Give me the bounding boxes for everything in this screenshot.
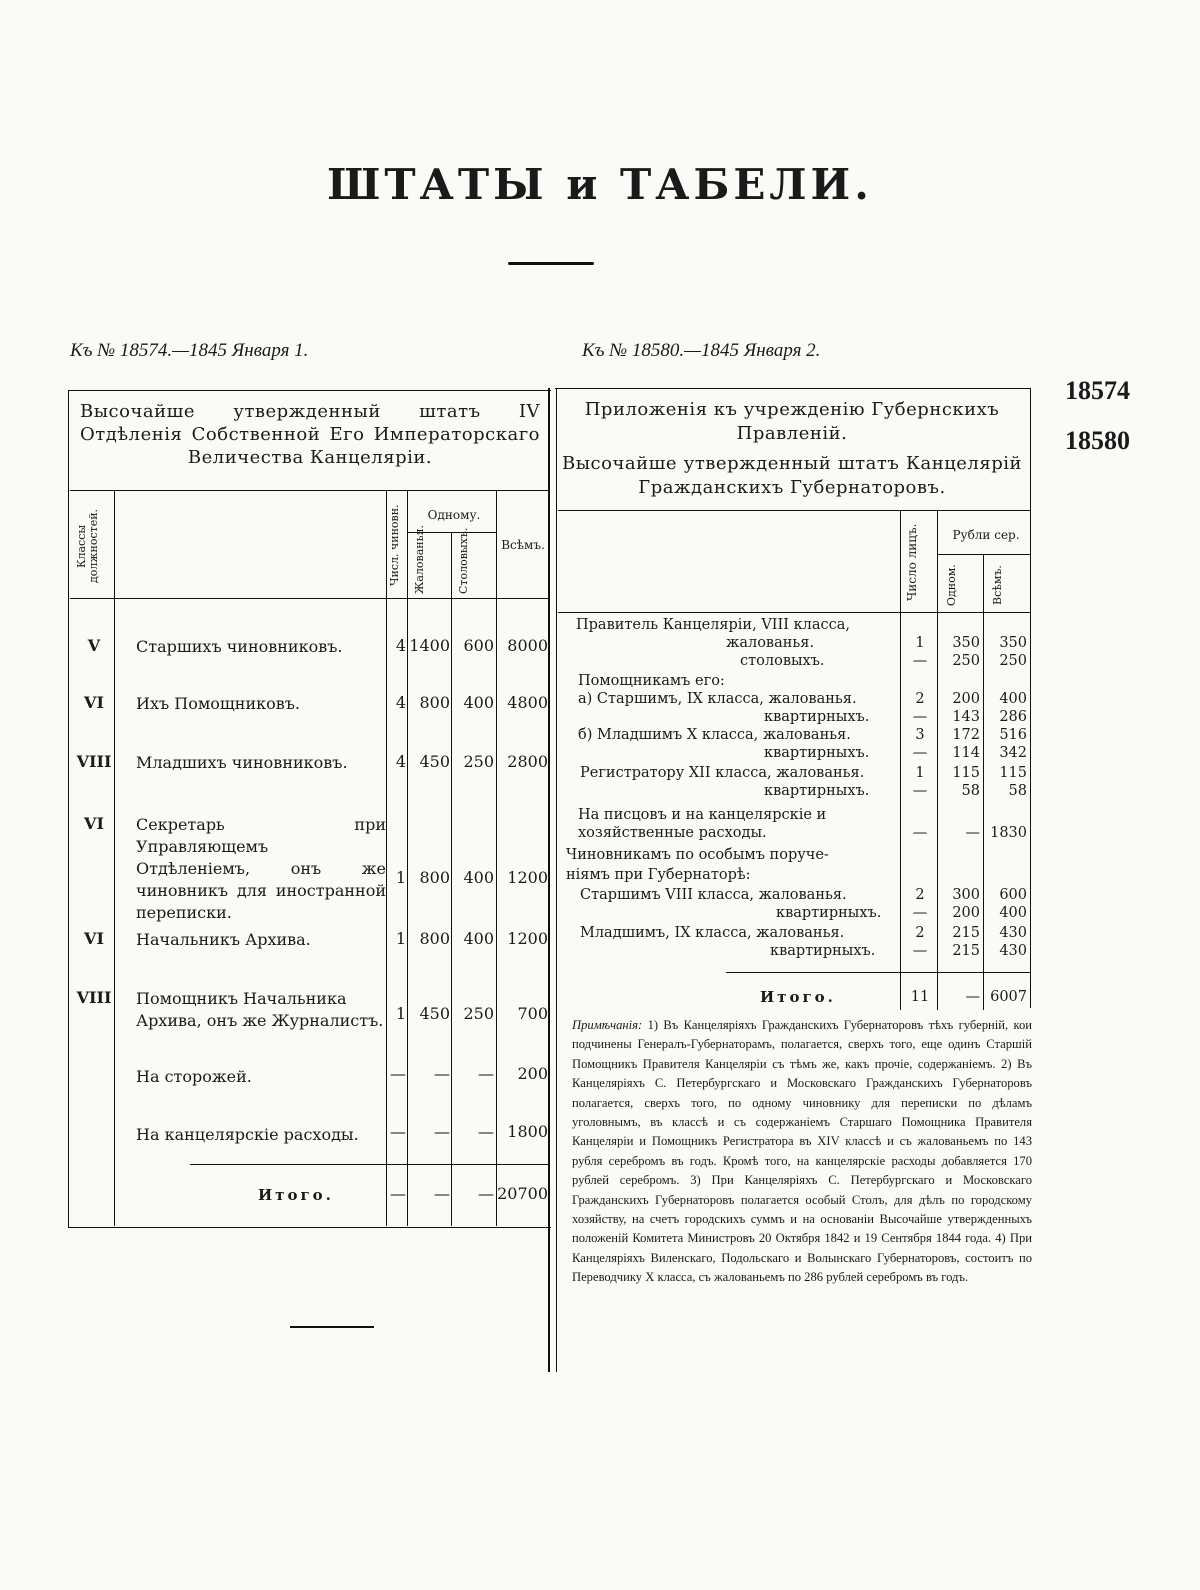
right-total-all: 6007 xyxy=(990,989,1027,1005)
r-row-text: столовыхъ. xyxy=(740,653,825,669)
r-row-all: 600 xyxy=(999,887,1027,903)
row-all: 8000 xyxy=(507,636,548,655)
r-row-all: 516 xyxy=(999,727,1027,743)
ref-left: Къ № 18574.—1845 Января 1. xyxy=(70,340,309,361)
row-table: 400 xyxy=(463,868,494,887)
row-table: 600 xyxy=(463,636,494,655)
right-total-label: Итого. xyxy=(760,988,836,1006)
r-row-count: 2 xyxy=(915,925,925,941)
r-row-text: жалованья. xyxy=(726,635,815,651)
row-name: На сторожей. xyxy=(136,1067,252,1086)
r-row-count: — xyxy=(912,745,928,761)
right-col-rule-1 xyxy=(900,510,901,1010)
left-col-rule-5 xyxy=(496,490,497,1226)
right-header-top-rule xyxy=(558,510,1030,511)
right-table-top-rule xyxy=(555,388,1031,389)
row-count: 1 xyxy=(395,868,406,887)
row-name: На канцелярскіе расходы. xyxy=(136,1125,359,1144)
row-class: VI xyxy=(84,814,104,833)
right-col-rule-3 xyxy=(983,554,984,1010)
r-row-one: — xyxy=(965,825,980,841)
left-total-table: — xyxy=(478,1184,494,1203)
r-row-text: Младшимъ, IX класса, жалованья. xyxy=(580,925,845,941)
header-count: Числ. чиновн. xyxy=(388,504,401,586)
r-row-14: ніямъ при Губернаторѣ: xyxy=(566,867,751,883)
right-table-title: Приложенія къ учрежденію Губернскихъ Правленій. xyxy=(584,399,1000,444)
row-count: 4 xyxy=(395,636,406,655)
ref-right: Къ № 18580.—1845 Января 2. xyxy=(582,340,821,361)
r-row-all: 430 xyxy=(999,925,1027,941)
row-table: 400 xyxy=(463,929,494,948)
left-table-title: Высочайше утвержденный штатъ IV Отдѣленія Собственной Его Императорскаго Величества Канцеляріи. xyxy=(80,401,540,468)
row-salary: 800 xyxy=(419,693,450,712)
row-count: — xyxy=(390,1122,406,1141)
r-row-one: 115 xyxy=(952,765,980,781)
left-header-top-rule xyxy=(70,490,548,491)
r-row-1: Правитель Канцеляріи, VIII класса, xyxy=(576,617,850,633)
row-count: — xyxy=(390,1064,406,1083)
row-all: 700 xyxy=(517,1004,548,1023)
r-row-count: — xyxy=(912,709,928,725)
r-row-all: 250 xyxy=(999,653,1027,669)
r-row-text: квартирныхъ. xyxy=(776,905,882,921)
bottom-rule xyxy=(290,1326,374,1328)
r-row-all: 400 xyxy=(999,905,1027,921)
row-count: 4 xyxy=(395,693,406,712)
r-row-count: 2 xyxy=(915,691,925,707)
row-table: 250 xyxy=(463,1004,494,1023)
row-count: 1 xyxy=(395,929,406,948)
r-row-count: 1 xyxy=(915,765,925,781)
left-col-rule-3 xyxy=(407,490,408,1226)
r-row-one: 215 xyxy=(952,925,980,941)
r-header-count: Число лицъ. xyxy=(905,523,919,601)
r-row-text: хозяйственные расходы. xyxy=(578,825,767,841)
r-row-text: квартирныхъ. xyxy=(764,745,870,761)
r-row-one: 200 xyxy=(952,691,980,707)
left-col-rule-1 xyxy=(114,490,115,1226)
page-title: ШТАТЫ и ТАБЕЛИ. xyxy=(327,160,873,209)
footnote-label: Примѣчанія: xyxy=(572,1018,643,1032)
r-row-one: 215 xyxy=(952,943,980,959)
r-row-count: 2 xyxy=(915,887,925,903)
r-row-all: 58 xyxy=(1008,783,1027,799)
r-row-all: 350 xyxy=(999,635,1027,651)
r-row-text: а) Старшимъ, IX класса, жалованья. xyxy=(578,691,857,707)
row-class: VIII xyxy=(76,988,112,1007)
right-total-rule xyxy=(726,972,1030,973)
r-row-4: Помощникамъ его: xyxy=(578,673,725,689)
r-row-11: На писцовъ и на канцелярскіе и xyxy=(578,807,827,823)
left-total-count: — xyxy=(390,1184,406,1203)
r-header-one: Одном. xyxy=(945,564,958,606)
title-rule xyxy=(508,262,594,265)
row-all: 1800 xyxy=(507,1122,548,1141)
r-row-text: квартирныхъ. xyxy=(770,943,876,959)
row-name: Помощникъ Начальника Архива, онъ же Журналистъ. xyxy=(136,989,384,1030)
r-row-all: 115 xyxy=(999,765,1027,781)
column-divider xyxy=(548,388,557,1372)
footnote xyxy=(572,1016,1032,1288)
row-class: VIII xyxy=(76,752,112,771)
left-total-label: Итого. xyxy=(258,1186,334,1204)
row-all: 4800 xyxy=(507,693,548,712)
r-row-all: 1830 xyxy=(990,825,1027,841)
r-row-all: 400 xyxy=(999,691,1027,707)
row-name: Начальникъ Архива. xyxy=(136,930,311,949)
right-total-count: 11 xyxy=(910,989,930,1005)
r-row-count: 3 xyxy=(915,727,925,743)
header-classes: Классы должностей. xyxy=(75,508,100,584)
r-row-count: 1 xyxy=(915,635,925,651)
row-name: Секретарь при Управляющемъ Отдѣленіемъ, онъ же чиновникъ для иностранной переписки. xyxy=(136,815,386,922)
header-all: Всѣмъ. xyxy=(501,538,545,552)
r-row-count: — xyxy=(912,653,928,669)
r-row-one: 300 xyxy=(952,887,980,903)
right-subheader-rule xyxy=(938,554,1030,555)
row-class: VI xyxy=(84,929,104,948)
r-row-one: 114 xyxy=(952,745,980,761)
r-row-count: — xyxy=(912,943,928,959)
r-header-all: Всѣмъ. xyxy=(991,565,1004,605)
r-row-one: 172 xyxy=(952,727,980,743)
r-row-text: Старшимъ VIII класса, жалованья. xyxy=(580,887,847,903)
r-row-text: б) Младшимъ X класса, жалованья. xyxy=(578,727,851,743)
row-salary: — xyxy=(434,1064,450,1083)
row-class: VI xyxy=(84,693,104,712)
margin-number-1: 18574 xyxy=(1065,376,1130,405)
row-salary: — xyxy=(434,1122,450,1141)
r-row-all: 342 xyxy=(999,745,1027,761)
right-total-one: — xyxy=(965,989,980,1005)
row-salary: 1400 xyxy=(409,636,450,655)
r-row-count: — xyxy=(912,825,928,841)
row-salary: 800 xyxy=(419,929,450,948)
row-table: — xyxy=(478,1064,494,1083)
row-salary: 450 xyxy=(419,752,450,771)
left-col-rule-2 xyxy=(386,490,387,1226)
row-salary: 800 xyxy=(419,868,450,887)
footnote-text: 1) Въ Канцеляріяхъ Гражданскихъ Губернаторовъ тѣхъ губерній, кои подчинены Генералъ-Губернаторамъ, полагается, сверхъ того, еще одинъ Старшій Помощникъ Правителя Канцеляріи съ тѣмъ же, какъ прочіе, содержаніемъ. 2) Въ Канцеляріяхъ С. Петербургскаго и Московскаго Гражданскихъ Губернаторовъ полагается, сверхъ того, по одному чиновнику для переписки по дѣламъ уголовнымъ, въ классѣ и съ содержаніемъ Старшаго Помощника Правителя Канцеляріи и Помощникъ Регистратора въ XIV классѣ и съ жалованьемъ по 143 рубля серебромъ въ годъ. Кромѣ того, на канцелярскіе расходы добавляется 170 рублей серебромъ. 3) При Канцеляріяхъ С. Петербургскаго и Московскаго Гражданскихъ Губернаторовъ полагается особый Столъ, для дѣлъ по городскому хозяйству, на счетъ городскихъ суммъ и на основаніи Высочайше утвержденныхъ положеній Комитета Министровъ 20 Октября 1842 и 19 Сентября 1844 года. 4) При Канцеляріяхъ Виленскаго, Подольскаго и Волынскаго Губернаторовъ, состоитъ по Переводчику X класса, съ жалованьемъ по 286 рублей серебромъ въ годъ. xyxy=(572,1018,1032,1285)
r-row-one: 350 xyxy=(952,635,980,651)
row-name: Ихъ Помощниковъ. xyxy=(136,694,301,713)
r-row-one: 250 xyxy=(952,653,980,669)
row-name: Старшихъ чиновниковъ. xyxy=(136,637,343,656)
left-header-bottom-rule xyxy=(70,598,548,599)
row-name: Младшихъ чиновниковъ. xyxy=(136,753,348,772)
r-row-all: 430 xyxy=(999,943,1027,959)
row-all: 2800 xyxy=(507,752,548,771)
row-all: 1200 xyxy=(507,868,548,887)
r-row-count: — xyxy=(912,905,928,921)
r-row-one: 143 xyxy=(952,709,980,725)
right-header-bottom-rule xyxy=(558,612,1030,613)
left-total-rule xyxy=(190,1164,548,1165)
row-table: 250 xyxy=(463,752,494,771)
right-table-subtitle: Высочайше утвержденный штатъ Канцелярій Гражданскихъ Губернаторовъ. xyxy=(562,453,1022,498)
r-header-rubles: Рубли сер. xyxy=(952,528,1020,542)
row-count: 4 xyxy=(395,752,406,771)
r-row-count: — xyxy=(912,783,928,799)
header-one: Одному. xyxy=(427,508,481,522)
r-row-13: Чиновникамъ по особымъ поруче- xyxy=(566,847,829,863)
header-salary: Жалованья. xyxy=(413,524,426,594)
row-salary: 450 xyxy=(419,1004,450,1023)
row-table: — xyxy=(478,1122,494,1141)
right-col-rule-2 xyxy=(937,510,938,1010)
row-class: V xyxy=(87,636,101,655)
row-all: 1200 xyxy=(507,929,548,948)
r-row-text: квартирныхъ. xyxy=(764,783,870,799)
r-row-text: квартирныхъ. xyxy=(764,709,870,725)
row-all: 200 xyxy=(517,1064,548,1083)
row-table: 400 xyxy=(463,693,494,712)
r-row-all: 286 xyxy=(999,709,1027,725)
header-table: Столовыхъ. xyxy=(457,527,470,594)
left-total-all: 20700 xyxy=(497,1184,548,1203)
left-total-salary: — xyxy=(434,1184,450,1203)
r-row-one: 200 xyxy=(952,905,980,921)
right-table-side-rule xyxy=(1030,388,1031,1008)
r-row-one: 58 xyxy=(961,783,980,799)
row-count: 1 xyxy=(395,1004,406,1023)
margin-number-2: 18580 xyxy=(1065,426,1130,455)
r-row-text: Регистратору XII класса, жалованья. xyxy=(580,765,865,781)
